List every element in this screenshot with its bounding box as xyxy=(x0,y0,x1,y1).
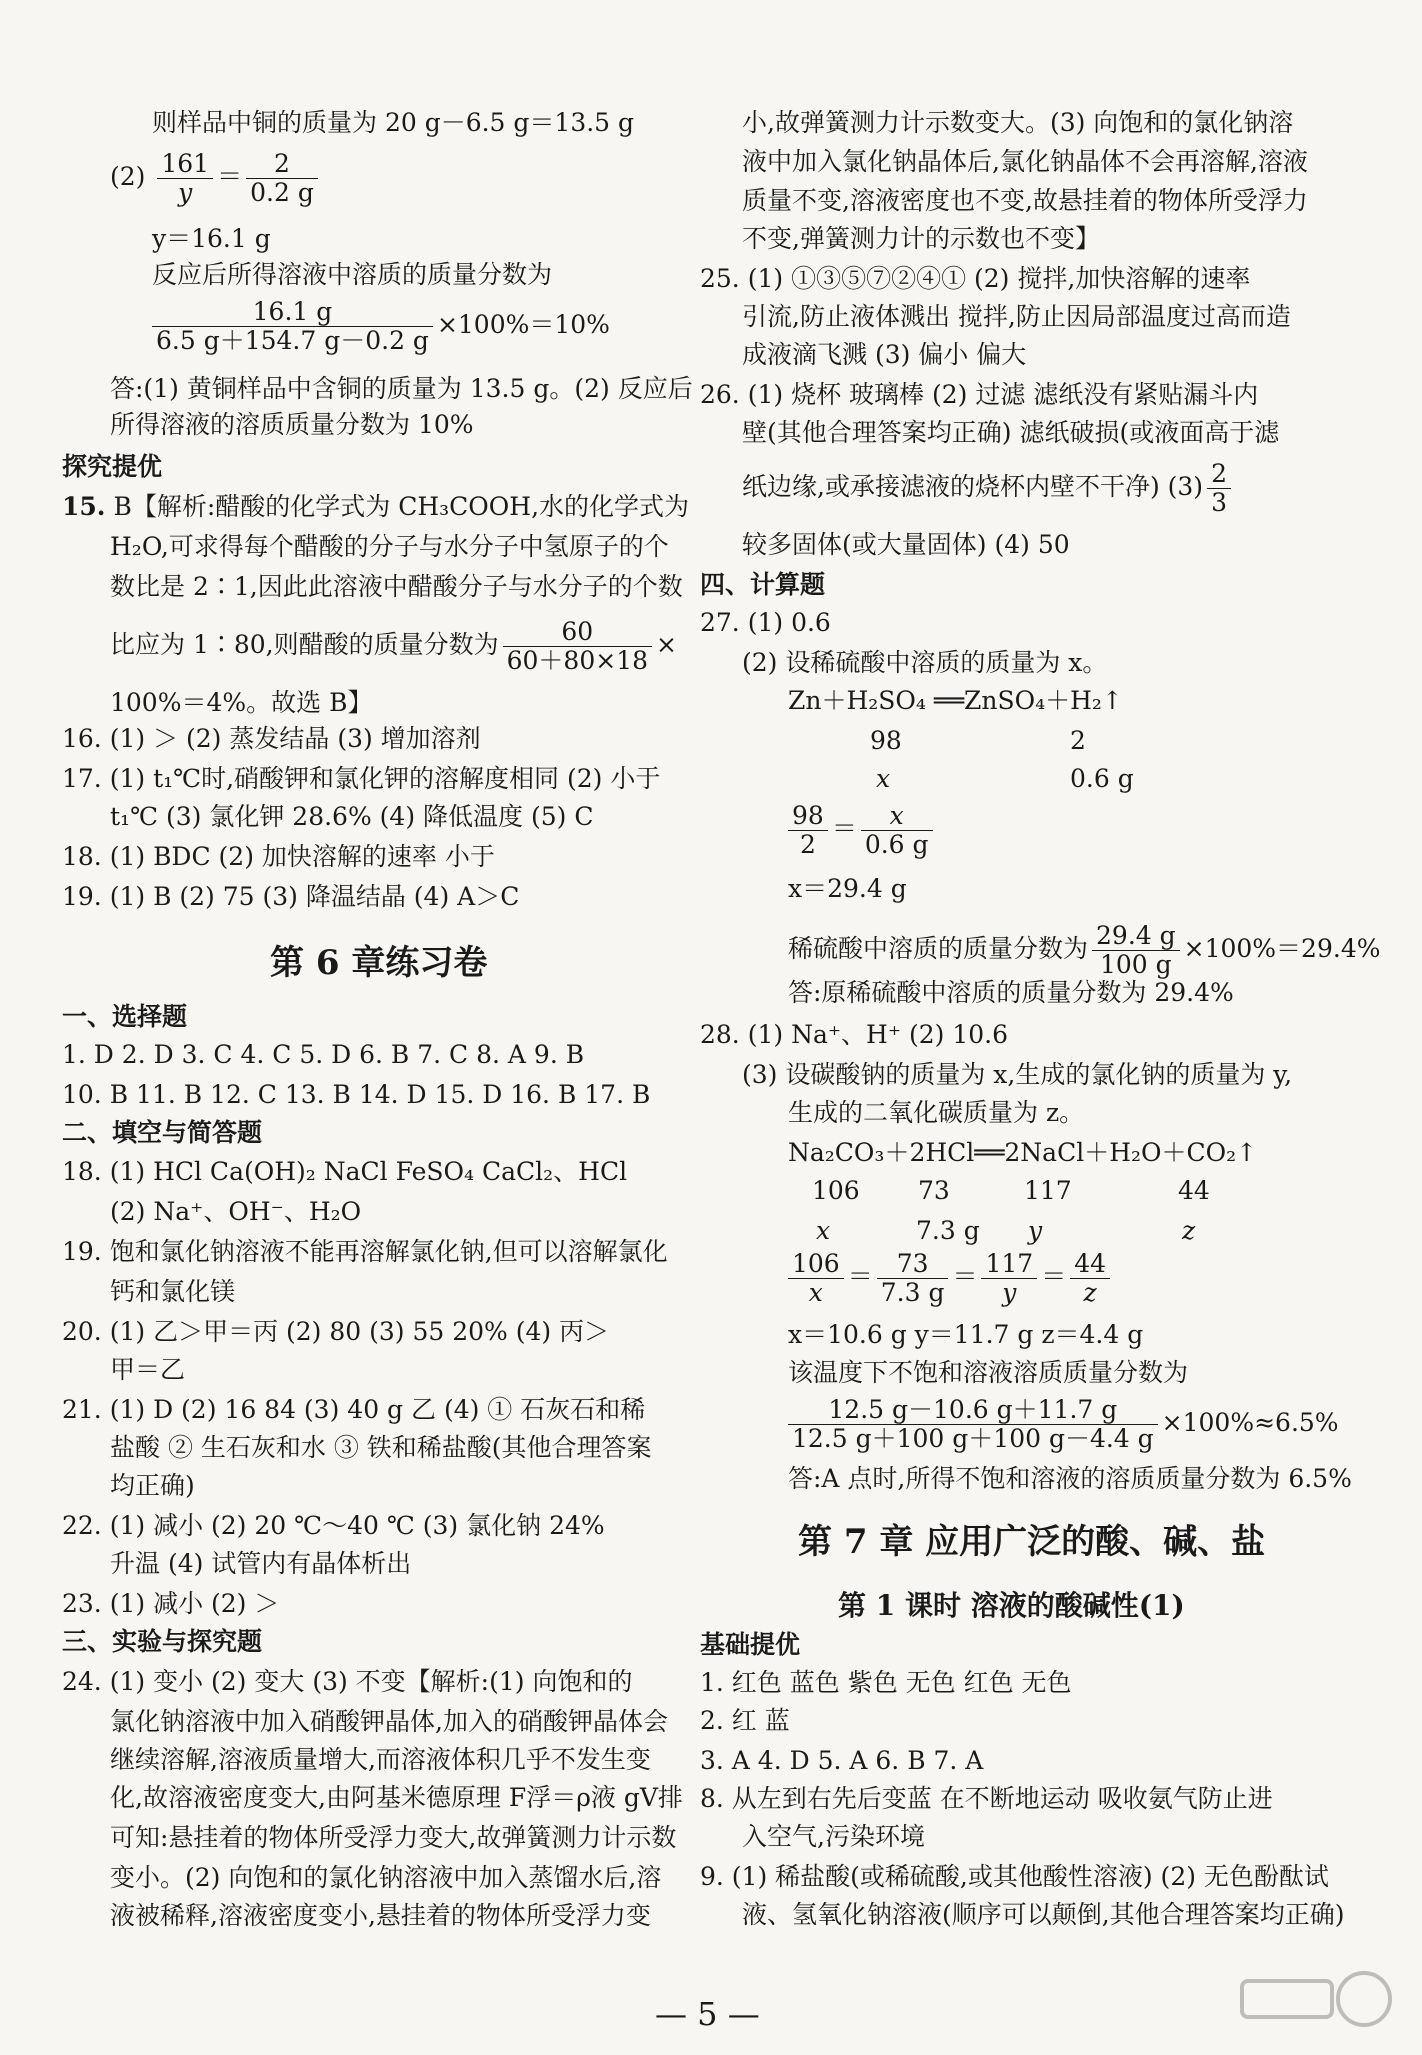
question-25: 25. (1) ①③⑤⑦②④① (2) 搅拌,加快溶解的速率 xyxy=(700,264,1251,293)
question-26: 26. (1) 烧杯 玻璃棒 (2) 过滤 滤纸没有紧贴漏斗内 xyxy=(700,380,1259,409)
question-19b: 19. 饱和氯化钠溶液不能再溶解氯化钠,但可以溶解氯化 xyxy=(62,1237,668,1266)
question-27: 27. (1) 0.6 xyxy=(700,608,831,637)
variable: x xyxy=(876,764,891,793)
variable: y xyxy=(1028,1216,1043,1245)
text-line: 液中加入氯化钠晶体后,氯化钠晶体不会再溶解,溶液 xyxy=(742,147,1308,176)
text-line: 壁(其他合理答案均正确) 滤纸破损(或液面高于滤 xyxy=(742,418,1280,447)
text-line: 化,故溶液密度变大,由阿基米德原理 F浮＝ρ液 gV排 xyxy=(110,1783,683,1812)
question-23: 23. (1) 减小 (2) ＞ xyxy=(62,1589,280,1618)
text-line: 答:原稀硫酸中溶质的质量分数为 29.4% xyxy=(788,978,1234,1007)
text-line: x＝10.6 g y＝11.7 g z＝4.4 g xyxy=(788,1320,1144,1349)
question-21: 21. (1) D (2) 16 84 (3) 40 g 乙 (4) ① 石灰石和稀 xyxy=(62,1395,646,1424)
answer-row: 2. 红 蓝 xyxy=(700,1706,790,1735)
section-heading: 一、选择题 xyxy=(62,1002,188,1031)
fraction: $\frac{2}{0.2 g}$ xyxy=(246,150,318,207)
text-line: 甲＝乙 xyxy=(110,1355,186,1384)
text-line: 可知:悬挂着的物体所受浮力变大,故弹簧测力计示数 xyxy=(110,1823,677,1852)
section-heading: 基础提优 xyxy=(700,1630,801,1659)
section-heading: 探究提优 xyxy=(62,452,163,481)
text-line: (2) Na⁺、OH⁻、H₂O xyxy=(110,1197,362,1226)
question-16: 16. (1) ＞ (2) 蒸发结晶 (3) 增加溶剂 xyxy=(62,724,481,753)
molar-mass: 73 xyxy=(918,1176,950,1205)
text-line: 入空气,污染环境 xyxy=(742,1822,925,1851)
question-18b: 18. (1) HCl Ca(OH)₂ NaCl FeSO₄ CaCl₂、HCl xyxy=(62,1157,628,1186)
text-line: 则样品中铜的质量为 20 g－6.5 g＝13.5 g xyxy=(152,108,635,137)
text-line: 均正确) xyxy=(110,1471,195,1500)
section-heading: 四、计算题 xyxy=(700,570,826,599)
chapter-title: 第 6 章练习卷 xyxy=(270,943,488,983)
fraction-line: 稀硫酸中溶质的质量分数为 $\frac{29.4 g}{100 g}$ ×100%＝29.4% xyxy=(788,921,1381,979)
text-line: 盐酸 ② 生石灰和水 ③ 铁和稀盐酸(其他合理答案 xyxy=(110,1433,652,1462)
lesson-title: 第 1 课时 溶液的酸碱性(1) xyxy=(838,1589,1185,1622)
answer-row: 1. 红色 蓝色 紫色 无色 红色 无色 xyxy=(700,1668,1072,1697)
fraction: $\frac{73}{7.3 g}$ xyxy=(877,1250,949,1307)
text-line: 答:(1) 黄铜样品中含铜的质量为 13.5 g。(2) 反应后 xyxy=(110,374,693,403)
molar-mass: 117 xyxy=(1024,1176,1072,1205)
question-22: 22. (1) 减小 (2) 20 ℃～40 ℃ (3) 氯化钠 24% xyxy=(62,1511,605,1540)
fraction: $\frac{60}{60+80\times 18}$ xyxy=(503,618,652,675)
chemical-equation: Zn＋H₂SO₄ ══ZnSO₄＋H₂↑ xyxy=(788,686,1123,715)
text-line: H₂O,可求得每个醋酸的分子与水分子中氢原子的个 xyxy=(110,532,669,561)
text-line: 不变,弹簧测力计的示数也不变】 xyxy=(742,224,1100,253)
question-20: 20. (1) 乙＞甲＝丙 (2) 80 (3) 55 20% (4) 丙＞ xyxy=(62,1317,610,1346)
fraction-equation: (2) $\frac{161}{y}$ ＝ $\frac{2}{0.2 g}$ xyxy=(110,150,322,207)
watermark-logo xyxy=(1234,1967,1404,2037)
fraction: $\frac{161}{y}$ xyxy=(157,150,213,207)
text-line: 生成的二氧化碳质量为 z。 xyxy=(788,1098,1085,1127)
fraction: $\frac{12.5 g-10.6 g+11.7 g}{12.5 g+100 g+100 g-4.4 g}$ xyxy=(788,1396,1158,1453)
text-line: t₁℃ (3) 氯化钾 28.6% (4) 降低温度 (5) C xyxy=(110,802,594,831)
fraction: $\frac{16.1 g}{6.5 g+154.7 g-0.2 g}$ xyxy=(152,298,433,355)
text-line: (3) 设碳酸钠的质量为 x,生成的氯化钠的质量为 y, xyxy=(742,1060,1293,1089)
question-18: 18. (1) BDC (2) 加快溶解的速率 小于 xyxy=(62,842,495,871)
text-line: 反应后所得溶液中溶质的质量分数为 xyxy=(152,260,553,289)
molar-mass: 44 xyxy=(1178,1176,1210,1205)
text-line: (2) 设稀硫酸中溶质的质量为 x。 xyxy=(742,648,1108,677)
fraction: $\frac{106}{x}$ xyxy=(788,1250,844,1307)
question-15: 15. B【解析:醋酸的化学式为 CH₃COOH,水的化学式为 xyxy=(62,492,690,521)
molar-mass: 98 xyxy=(870,726,902,755)
text-line: 继续溶解,溶液质量增大,而溶液体积几乎不发生变 xyxy=(110,1745,651,1774)
fraction: $\frac{2}{3}$ xyxy=(1207,460,1231,517)
text-line: 引流,防止液体溅出 搅拌,防止因局部温度过高而造 xyxy=(742,302,1291,331)
text-line: 成液滴飞溅 (3) 偏小 偏大 xyxy=(742,340,1027,369)
question-28: 28. (1) Na⁺、H⁺ (2) 10.6 xyxy=(700,1020,1009,1049)
value: 0.6 g xyxy=(1070,764,1134,793)
text-line: 较多固体(或大量固体) (4) 50 xyxy=(742,530,1070,559)
text-line: y＝16.1 g xyxy=(152,224,271,253)
text-line: 数比是 2∶1,因此此溶液中醋酸分子与水分子的个数 xyxy=(110,572,683,601)
text-line: 100%＝4%。故选 B】 xyxy=(110,688,373,717)
text-line: 钙和氯化镁 xyxy=(110,1277,236,1306)
fraction: $\frac{44}{z}$ xyxy=(1070,1250,1110,1307)
molar-mass: 106 xyxy=(812,1176,860,1205)
value: 7.3 g xyxy=(916,1216,980,1245)
text-line: 变小。(2) 向饱和的氯化钠溶液中加入蒸馏水后,溶 xyxy=(110,1863,662,1892)
fraction-line: 纸边缘,或承接滤液的烧杯内壁不干净) (3) $\frac{2}{3}$ xyxy=(742,460,1235,517)
molar-mass: 2 xyxy=(1070,726,1086,755)
fraction-equation: $\frac{16.1 g}{6.5 g+154.7 g-0.2 g}$ ×100%＝10% xyxy=(148,298,610,355)
text-line: 质量不变,溶液密度也不变,故悬挂着的物体所受浮力 xyxy=(742,186,1308,215)
fraction-equation: $\frac{106}{x}$ ＝ $\frac{73}{7.3 g}$ ＝ $\frac{117}{y}$ ＝ $\frac{44}{z}$ xyxy=(784,1250,1114,1307)
fraction-line: 比应为 1∶80,则醋酸的质量分数为 $\frac{60}{60+80\times 18}$ × xyxy=(110,617,677,675)
variable: z xyxy=(1182,1216,1196,1245)
text-line: 氯化钠溶液中加入硝酸钾晶体,加入的硝酸钾晶体会 xyxy=(110,1707,668,1736)
text-line: 该温度下不饱和溶液溶质质量分数为 xyxy=(788,1358,1189,1387)
answer-row: 1. D 2. D 3. C 4. C 5. D 6. B 7. C 8. A 9. B xyxy=(62,1040,585,1069)
section-heading: 二、填空与简答题 xyxy=(62,1118,263,1147)
answer-row: 9. (1) 稀盐酸(或稀硫酸,或其他酸性溶液) (2) 无色酚酞试 xyxy=(700,1862,1329,1891)
variable: x xyxy=(816,1216,831,1245)
text-line: 液、氢氧化钠溶液(顺序可以颠倒,其他合理答案均正确) xyxy=(742,1900,1345,1929)
text-line: 液被稀释,溶液密度变小,悬挂着的物体所受浮力变 xyxy=(110,1901,651,1930)
text-line: 所得溶液的溶质质量分数为 10% xyxy=(110,410,474,439)
fraction-equation: $\frac{98}{2}$ ＝ $\frac{x}{0.6 g}$ xyxy=(784,802,937,859)
chemical-equation: Na₂CO₃＋2HCl══2NaCl＋H₂O＋CO₂↑ xyxy=(788,1138,1258,1167)
question-24: 24. (1) 变小 (2) 变大 (3) 不变【解析:(1) 向饱和的 xyxy=(62,1667,633,1696)
text-line: 升温 (4) 试管内有晶体析出 xyxy=(110,1549,412,1578)
fraction: $\frac{29.4 g}{100 g}$ xyxy=(1092,922,1180,979)
text-line: 答:A 点时,所得不饱和溶液的溶质质量分数为 6.5% xyxy=(788,1464,1352,1493)
page-number: — 5 — xyxy=(655,1995,760,2033)
chapter-title: 第 7 章 应用广泛的酸、碱、盐 xyxy=(798,1522,1266,1562)
answer-row: 10. B 11. B 12. C 13. B 14. D 15. D 16. B 17. B xyxy=(62,1080,651,1109)
fraction: $\frac{117}{y}$ xyxy=(981,1250,1037,1307)
answer-row: 3. A 4. D 5. A 6. B 7. A xyxy=(700,1746,984,1775)
fraction-line: $\frac{12.5 g-10.6 g+11.7 g}{12.5 g+100 g+100 g-4.4 g}$ ×100%≈6.5% xyxy=(784,1396,1339,1453)
fraction: $\frac{98}{2}$ xyxy=(788,802,828,859)
answer-row: 8. 从左到右先后变蓝 在不断地运动 吸收氨气防止进 xyxy=(700,1784,1273,1813)
text-line: x＝29.4 g xyxy=(788,874,907,903)
fraction: $\frac{x}{0.6 g}$ xyxy=(861,802,933,859)
question-17: 17. (1) t₁℃时,硝酸钾和氯化钾的溶解度相同 (2) 小于 xyxy=(62,764,661,793)
question-19: 19. (1) B (2) 75 (3) 降温结晶 (4) A＞C xyxy=(62,882,520,911)
text-line: 小,故弹簧测力计示数变大。(3) 向饱和的氯化钠溶 xyxy=(742,108,1294,137)
section-heading: 三、实验与探究题 xyxy=(62,1627,263,1656)
